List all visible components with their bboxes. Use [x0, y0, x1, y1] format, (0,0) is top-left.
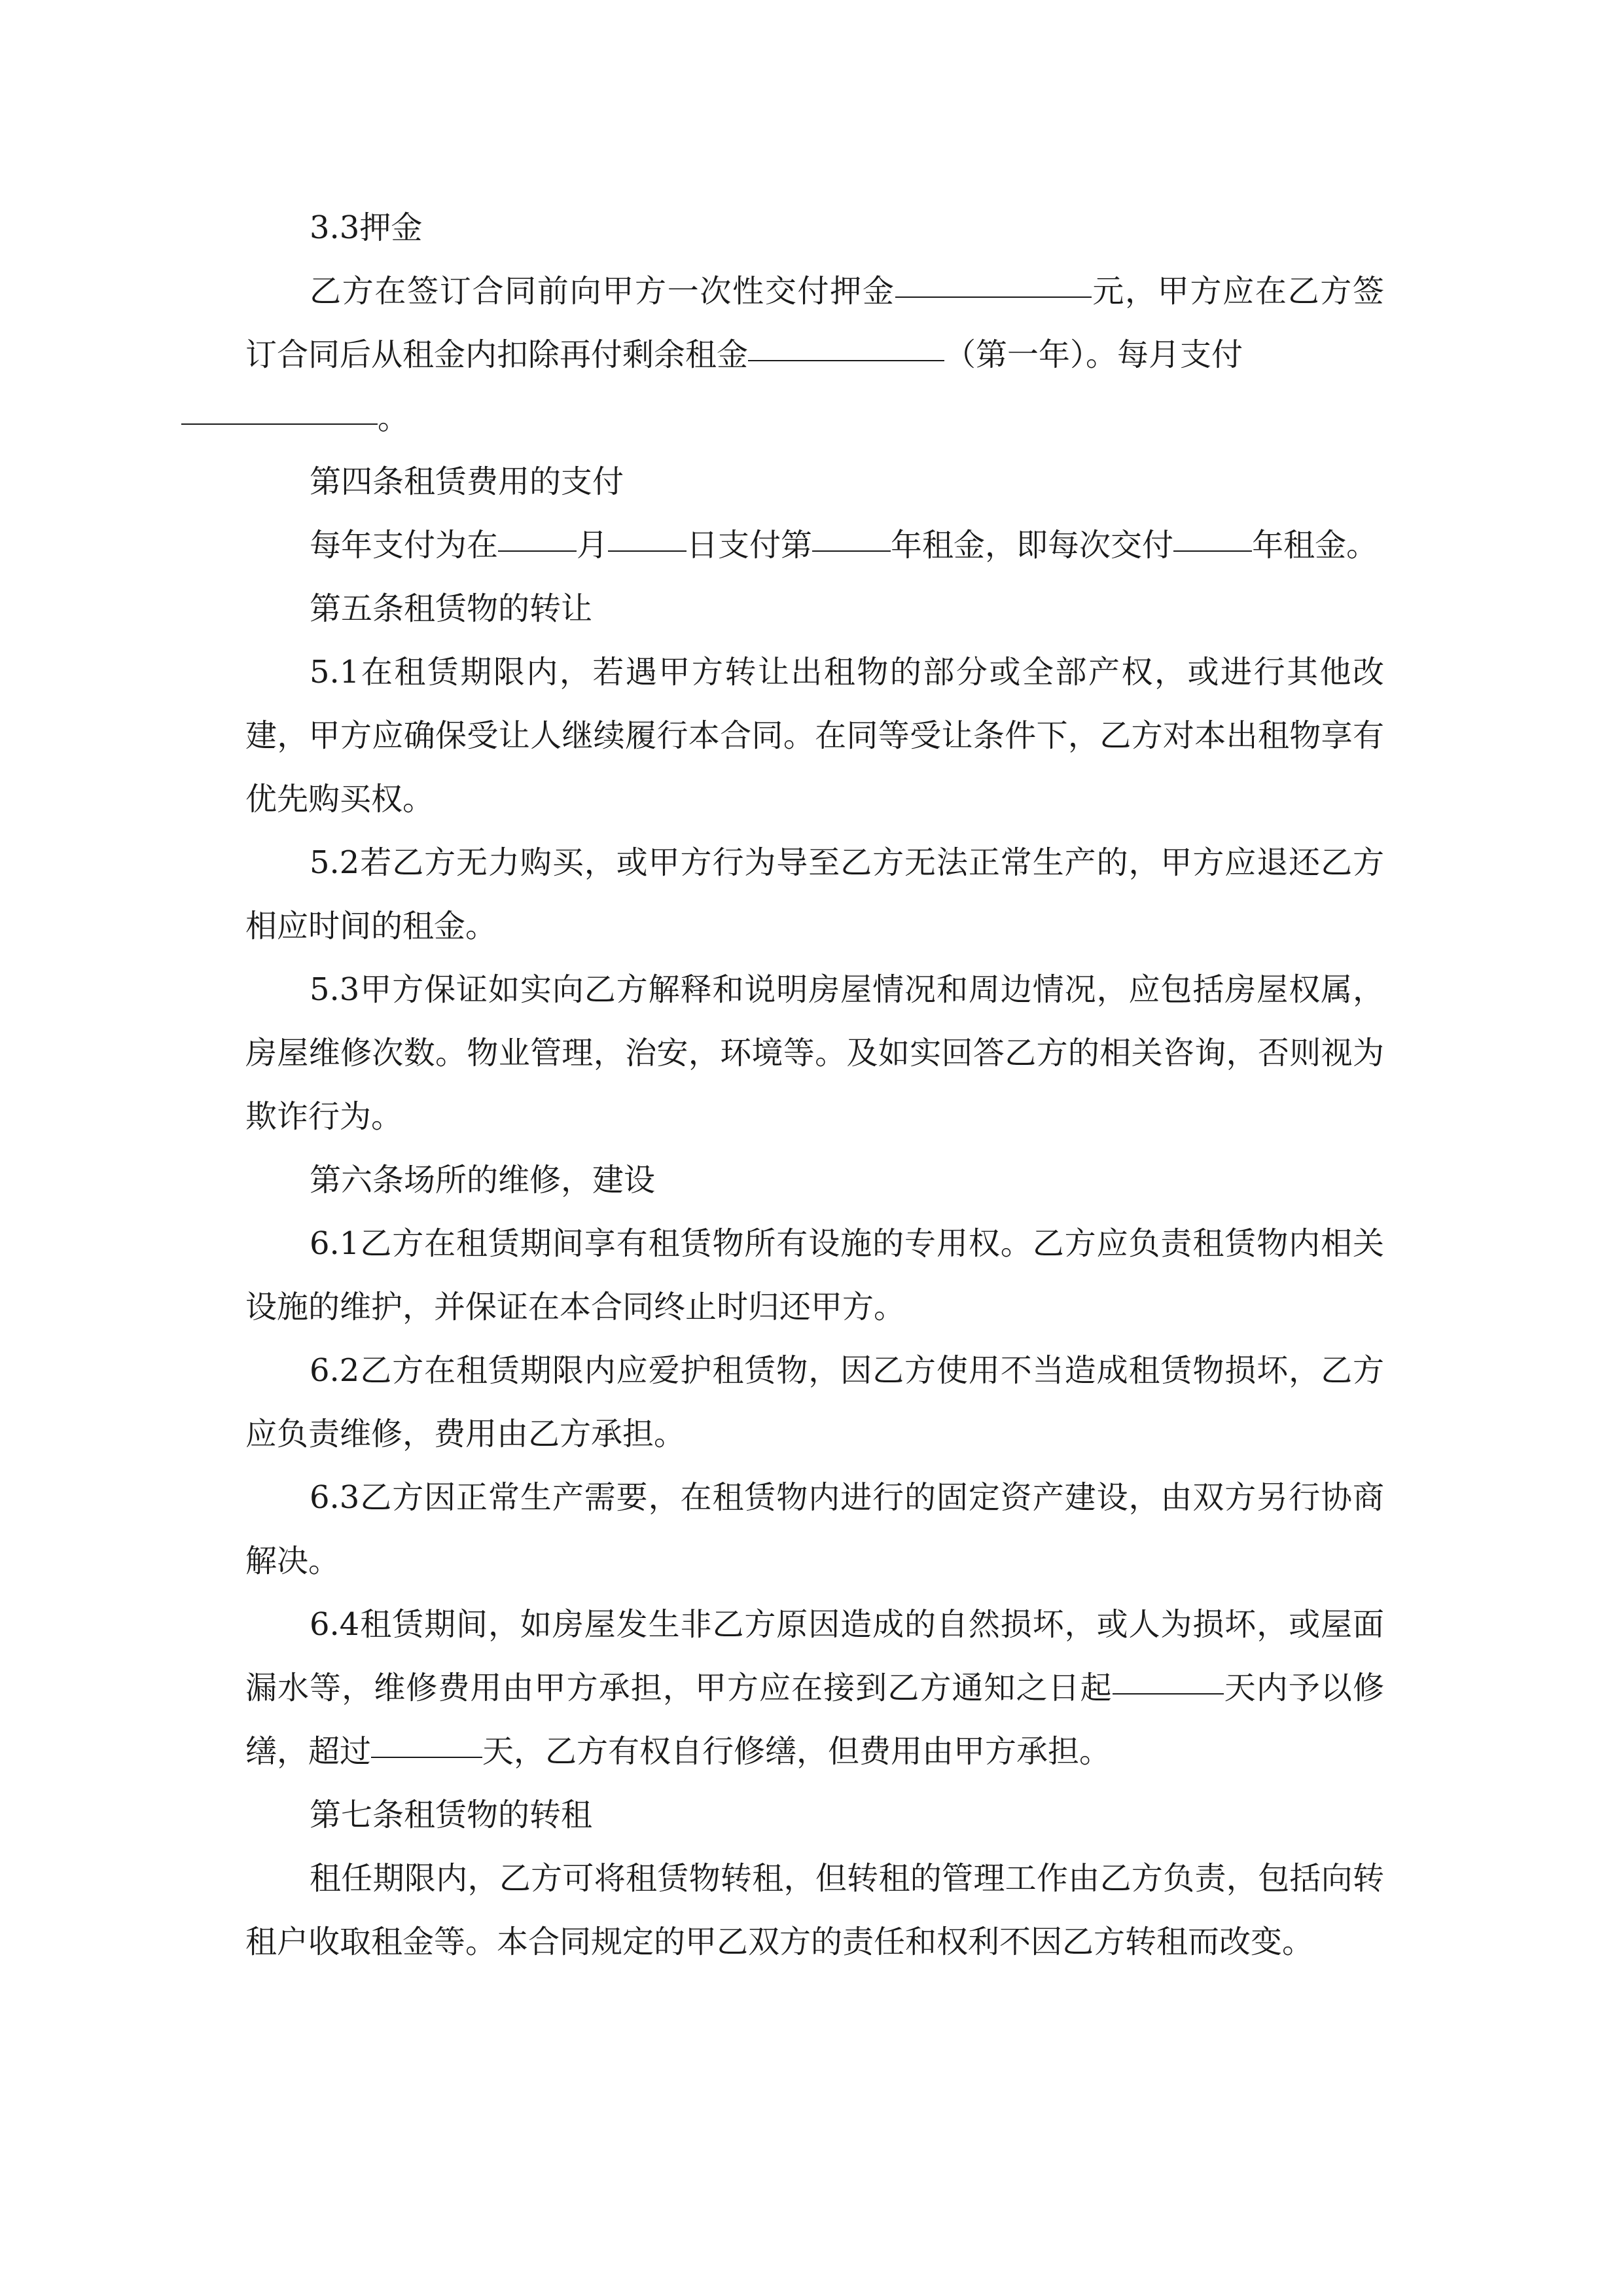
clause-6-3: 6.3乙方因正常生产需要，在租赁物内进行的固定资产建设，由双方另行协商解决。 — [245, 1479, 1384, 1579]
clause-6-4-text-c: 天，乙方有权自行修缮，但费用由甲方承担。 — [482, 1733, 1111, 1770]
article-6-title: 第六条场所的维修，建设 — [310, 1162, 656, 1198]
clause-3-3-title: 3.3押金 — [310, 209, 423, 246]
article-7-body: 租任期限内，乙方可将租赁物转租，但转租的管理工作由乙方负责，包括向转租户收取租金等。本合同规定的甲乙双方的责任和权利不因乙方转租而改变。 — [245, 1860, 1384, 1960]
repair-days-blank[interactable] — [1113, 1653, 1224, 1695]
clause-5-3: 5.3甲方保证如实向乙方解释和说明房屋情况和周边情况，应包括房屋权属，房屋维修次数。物业管理，治安，环境等。及如实回答乙方的相关咨询，否则视为欺诈行为。 — [245, 971, 1384, 1135]
article-4-text-b: 月 — [577, 527, 609, 564]
article-4-text-a: 每年支付为在 — [310, 527, 499, 564]
clause-6-4 — [245, 1593, 1384, 1784]
payment-month-blank[interactable] — [498, 510, 577, 552]
article-7-title: 第七条租赁物的转租 — [310, 1797, 593, 1833]
clause-6-4-text-a: 6.4租赁期间，如房屋发生非乙方原因造成的自然损坏，或人为损坏，或屋面漏水等，维修费用由甲方承担，甲方应在接到乙方通知之日起 — [245, 1606, 1384, 1706]
clause-3-3-text-d: 。 — [378, 400, 410, 437]
article-4-text-d: 年租金，即每次交付 — [891, 527, 1174, 564]
clause-3-3-text-b: 元，甲方应在乙方签订合同后从租金内扣除再付剩余租金 — [245, 273, 1384, 373]
clause-3-3-text-c: （第一年）。每月支付 — [944, 336, 1243, 373]
deposit-amount-blank[interactable] — [895, 256, 1092, 298]
article-4-text-c: 日支付第 — [687, 527, 813, 564]
payment-day-blank[interactable] — [608, 510, 687, 552]
document-page — [245, 196, 1384, 1974]
clause-3-3-text-a: 乙方在签订合同前向甲方一次性交付押金 — [310, 273, 895, 310]
article-5-title: 第五条租赁物的转让 — [310, 590, 593, 627]
article-4-text-e: 年租金。 — [1252, 527, 1378, 564]
clause-6-2: 6.2乙方在租赁期限内应爱护租赁物，因乙方使用不当造成租赁物损坏，乙方应负责维修，费用由乙方承担。 — [245, 1352, 1384, 1452]
article-4-body — [245, 514, 1384, 577]
clause-3-3-body — [245, 260, 1384, 450]
overdue-days-blank[interactable] — [371, 1716, 482, 1758]
monthly-payment-blank[interactable] — [181, 383, 378, 425]
remaining-rent-blank[interactable] — [748, 319, 944, 361]
payment-year-blank[interactable] — [812, 510, 891, 552]
clause-6-4-text-b: 天内予以修缮，超过 — [245, 1670, 1384, 1770]
installment-years-blank[interactable] — [1173, 510, 1252, 552]
clause-5-1: 5.1在租赁期限内，若遇甲方转让出租物的部分或全部产权，或进行其他改建，甲方应确保受让人继续履行本合同。在同等受让条件下，乙方对本出租物享有优先购买权。 — [245, 654, 1384, 817]
clause-5-2: 5.2若乙方无力购买，或甲方行为导至乙方无法正常生产的，甲方应退还乙方相应时间的租金。 — [245, 844, 1384, 944]
clause-6-1: 6.1乙方在租赁期间享有租赁物所有设施的专用权。乙方应负责租赁物内相关设施的维护，并保证在本合同终止时归还甲方。 — [245, 1225, 1384, 1325]
article-4-title: 第四条租赁费用的支付 — [310, 463, 624, 500]
